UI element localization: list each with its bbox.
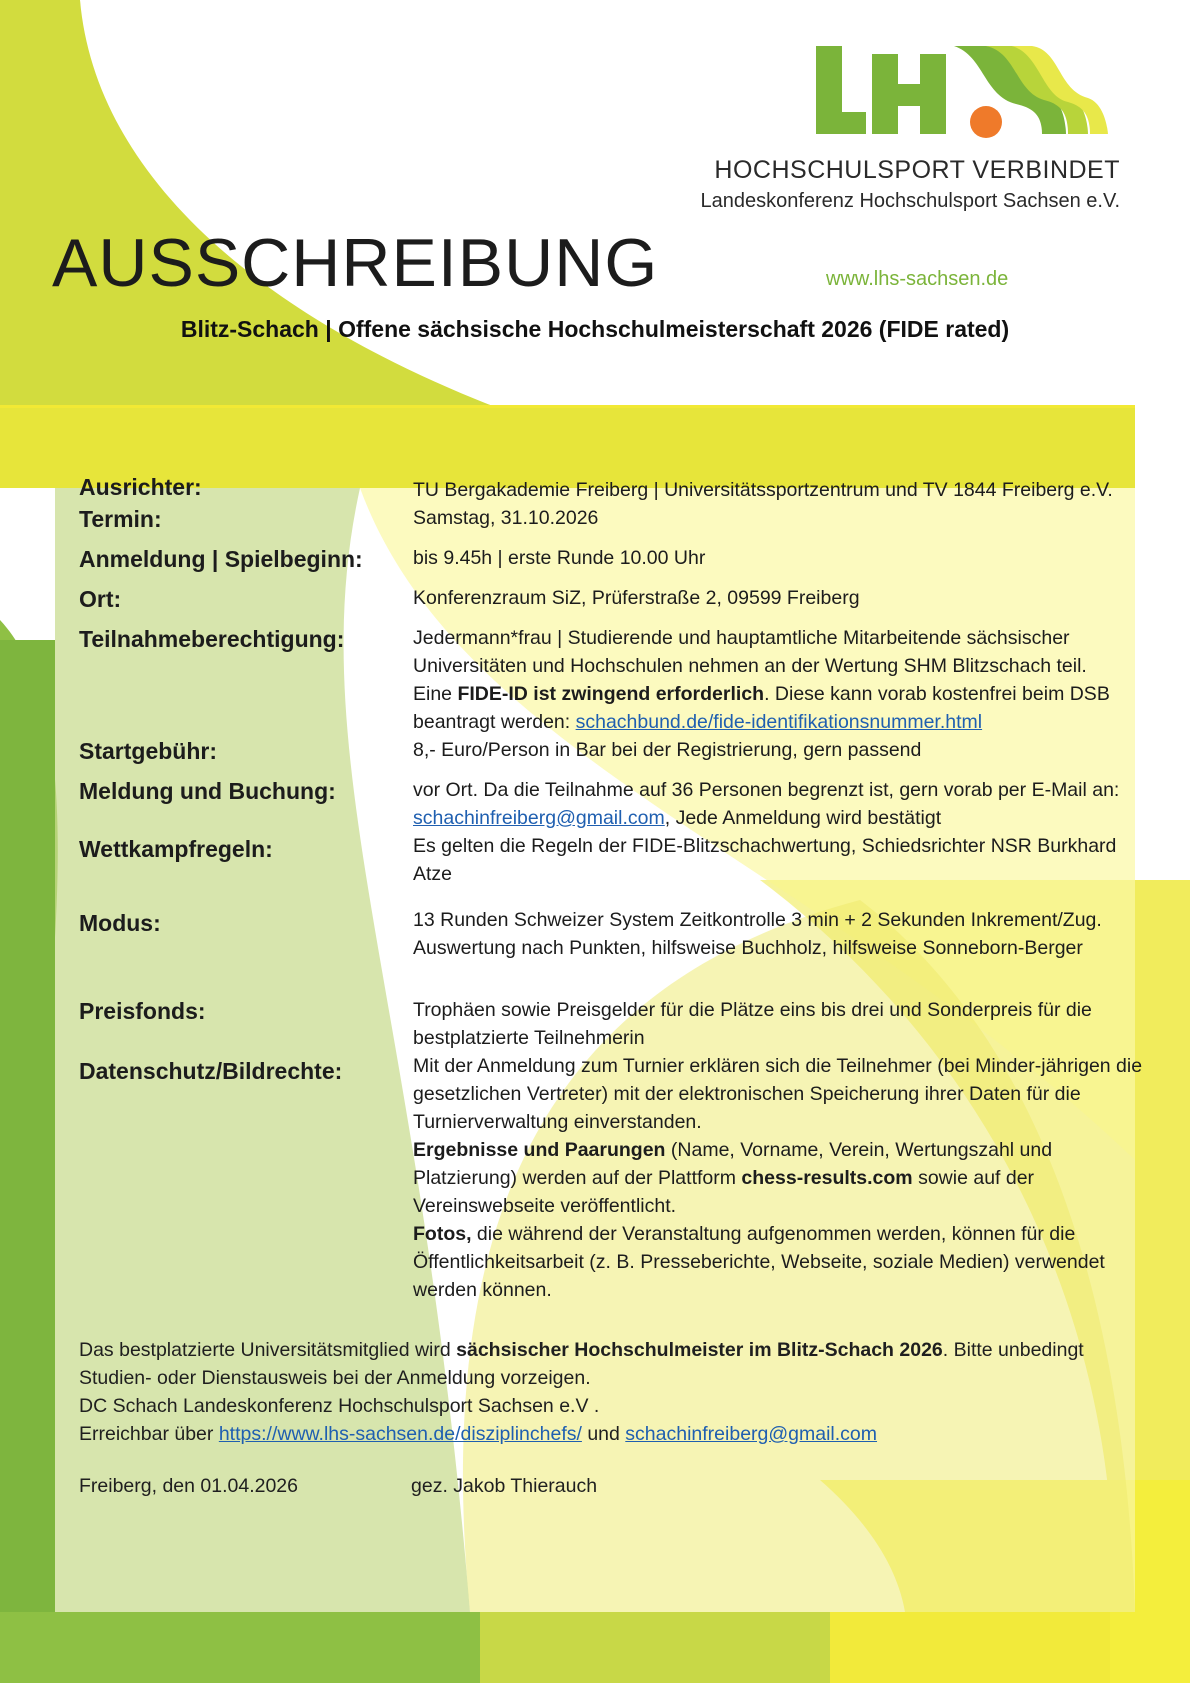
label-regeln: Wettkampfregeln:	[79, 836, 273, 862]
teilnahme-line2: Eine FIDE-ID ist zwingend erforderlich. Diese kann vorab kostenfrei beim DSB beantragt werden: schachbund.de/fide-identifikationsnummer.html	[413, 683, 1110, 733]
logo-tagline: HOCHSCHULSPORT VERBINDET	[714, 156, 1120, 184]
label-ausrichter: Ausrichter:	[79, 474, 202, 500]
label-meldung: Meldung und Buchung:	[79, 778, 336, 804]
datenschutz-para1: Mit der Anmeldung zum Turnier erklären sich die Teilnehmer (bei Minder-jährigen die gesetzlichen Vertreter) mit der elektronischen Speicherung ihrer Daten für die Turnierverwaltung einverstanden.	[413, 1055, 1143, 1133]
closing-contact: Erreichbar über https://www.lhs-sachsen.de/disziplinchefs/ und schachinfreiberg@gmail.com	[79, 1423, 878, 1445]
row-anmeldung	[79, 544, 1159, 572]
row-modus	[79, 906, 1159, 962]
email-link[interactable]: schachinfreiberg@gmail.com	[413, 807, 665, 829]
modus-line2: Auswertung nach Punkten, hilfsweise Buchholz, hilfsweise Sonneborn-Berger	[413, 937, 1083, 959]
label-termin: Termin:	[79, 506, 162, 532]
place-date: Freiberg, den 01.04.2026	[79, 1475, 298, 1497]
label-preisfonds: Preisfonds:	[79, 998, 206, 1024]
closing-para: Das bestplatzierte Universitätsmitglied wird sächsischer Hochschulmeister im Blitz-Schach 2026. Bitte unbedingt Studien- oder Dienstausweis bei der Anmeldung vorzeigen.	[79, 1339, 1084, 1389]
value-datenschutz	[413, 1052, 1159, 1304]
row-ort	[79, 584, 1159, 612]
lhs-logo-icon	[816, 46, 1116, 146]
value-ausrichter: TU Bergakademie Freiberg | Universitätssportzentrum und TV 1844 Freiberg e.V.	[413, 479, 1113, 501]
value-termin: Samstag, 31.10.2026	[413, 507, 599, 529]
teilnahme-line1: Jedermann*frau | Studierende und hauptamtliche Mitarbeitende sächsischer Universitäten und Hochschulen nehmen an der Wertung SHM Blitzschach teil.	[413, 627, 1087, 677]
label-datenschutz: Datenschutz/Bildrechte:	[79, 1058, 343, 1084]
datenschutz-para3: Fotos, die während der Veranstaltung aufgenommen werden, können für die Öffentlichkeitsarbeit (z. B. Presseberichte, Webseite, soziale Medien) verwendet werden können.	[413, 1223, 1105, 1301]
event-details	[79, 474, 1159, 1304]
website-link[interactable]: www.lhs-sachsen.de	[826, 268, 1009, 290]
value-anmeldung: bis 9.45h | erste Runde 10.00 Uhr	[413, 547, 706, 569]
label-teilnahme: Teilnahmeberechtigung:	[79, 626, 345, 652]
label-ort: Ort:	[79, 586, 122, 612]
fide-id-required: FIDE-ID ist zwingend erforderlich	[457, 683, 765, 705]
datenschutz-para2: Ergebnisse und Paarungen (Name, Vorname, Verein, Wertungszahl und Platzierung) werden auf der Plattform chess-results.com sowie auf der Vereinswebseite veröffentlicht.	[413, 1139, 1053, 1217]
row-meldung	[79, 776, 1159, 832]
contact-email-link[interactable]: schachinfreiberg@gmail.com	[625, 1423, 878, 1445]
fide-id-link[interactable]: schachbund.de/fide-identifikationsnummer.html	[575, 711, 983, 733]
row-regeln	[79, 832, 1159, 888]
label-anmeldung: Anmeldung | Spielbeginn:	[79, 546, 363, 572]
value-regeln: Es gelten die Regeln der FIDE-Blitzschachwertung, Schiedsrichter NSR Burkhard Atze	[413, 835, 1117, 885]
lhs-logo	[700, 38, 1160, 228]
value-modus	[413, 906, 1159, 962]
page-subtitle: Blitz-Schach | Offene sächsische Hochschulmeisterschaft 2026 (FIDE rated)	[180, 316, 1010, 342]
value-teilnahme	[413, 624, 1159, 736]
row-startgebuehr	[79, 736, 1159, 764]
closing-line2: DC Schach Landeskonferenz Hochschulsport Sachsen e.V .	[79, 1395, 600, 1417]
value-preisfonds: Trophäen sowie Preisgelder für die Plätze eins bis drei und Sonderpreis für die bestplatzierte Teilnehmerin	[413, 999, 1092, 1049]
row-teilnahme	[79, 624, 1159, 736]
signed-by: gez. Jakob Thierauch	[411, 1475, 598, 1497]
row-termin	[79, 504, 1159, 532]
modus-line1: 13 Runden Schweizer System Zeitkontrolle 3 min + 2 Sekunden Inkrement/Zug.	[413, 909, 1102, 931]
value-meldung: vor Ort. Da die Teilnahme auf 36 Personen begrenzt ist, gern vorab per E-Mail an: schachinfreiberg@gmail.com, Jede Anmeldung wird bestätigt	[413, 779, 1120, 829]
disziplinchefs-link[interactable]: https://www.lhs-sachsen.de/disziplinchefs/	[218, 1423, 582, 1445]
closing-text	[79, 1336, 1159, 1448]
row-preisfonds	[79, 996, 1159, 1052]
value-ort: Konferenzraum SiZ, Prüferstraße 2, 09599 Freiberg	[413, 587, 860, 609]
value-startgebuehr: 8,- Euro/Person in Bar bei der Registrierung, gern passend	[413, 739, 922, 761]
row-ausrichter	[79, 476, 1159, 504]
row-datenschutz	[79, 1052, 1159, 1304]
logo-organization: Landeskonferenz Hochschulsport Sachsen e.V.	[700, 190, 1120, 212]
label-startgebuehr: Startgebühr:	[79, 738, 217, 764]
page-title: AUSSCHREIBUNG	[52, 225, 659, 301]
champion-title: sächsischer Hochschulmeister im Blitz-Schach 2026	[456, 1339, 943, 1361]
label-modus: Modus:	[79, 910, 161, 936]
